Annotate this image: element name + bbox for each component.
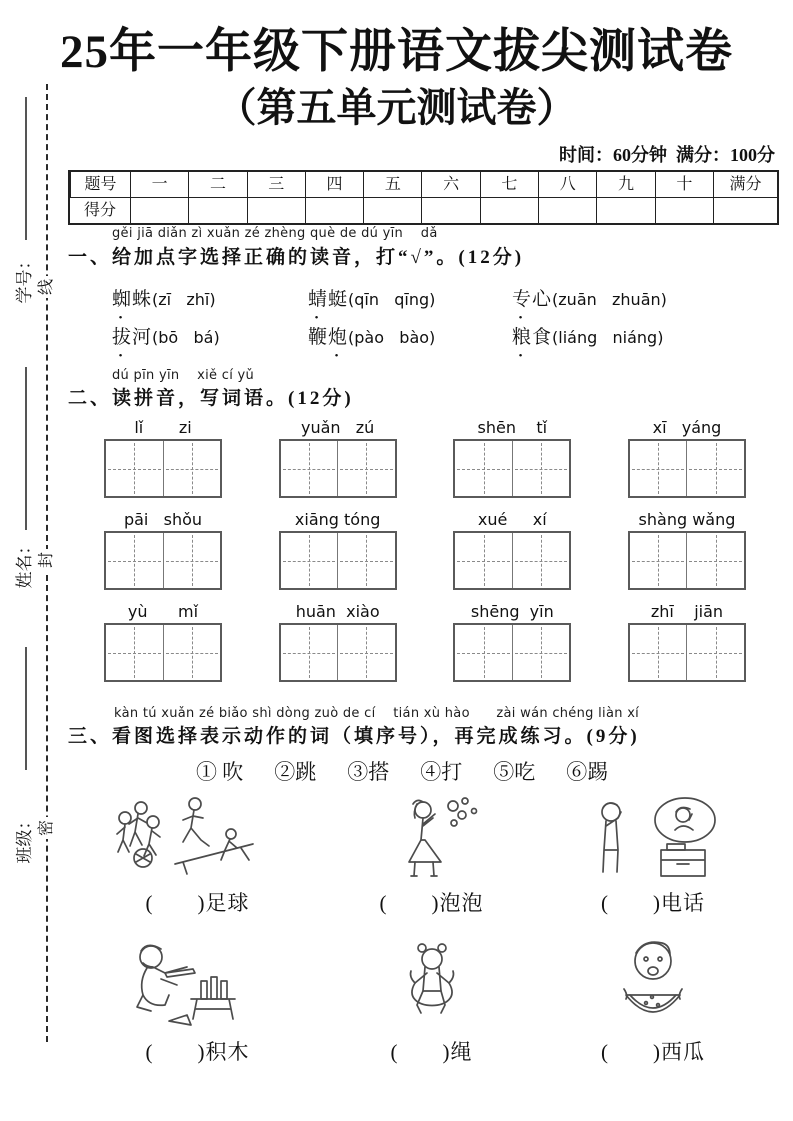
dotted-char: 专 [512, 289, 533, 310]
class-label: 班级： [15, 812, 34, 864]
tianzige-box [104, 623, 222, 682]
pinyin-label: yù mǐ [127, 602, 199, 621]
writing-cell[interactable] [106, 441, 163, 496]
score-table [68, 170, 779, 225]
score-row-label: 得分 [83, 202, 116, 219]
pinyin-label: xī yáng [652, 418, 722, 437]
word-text: 鞭 [308, 327, 329, 348]
word-item [512, 284, 752, 312]
answer-caption[interactable]: ( )足球 [145, 891, 250, 915]
pinyin-label: xué xí [477, 510, 547, 529]
answer-caption[interactable]: ( )电话 [601, 891, 705, 915]
action-word-option: ②跳 [274, 760, 317, 784]
tianzige-box [453, 623, 571, 682]
word-text: 蛛 [132, 289, 153, 310]
seal-char-mi: 密 [36, 817, 58, 839]
pinyin-options[interactable]: (zī zhī) [152, 290, 216, 309]
pinyin-write-box [279, 418, 397, 498]
score-table-header-cell: 九 [596, 172, 654, 197]
writing-cell[interactable] [512, 625, 570, 680]
score-cell[interactable] [538, 198, 596, 223]
tianzige-box [279, 531, 397, 590]
tianzige-box [279, 439, 397, 498]
answer-caption[interactable]: ( )西瓜 [601, 1040, 705, 1064]
score-cell[interactable] [655, 198, 713, 223]
score-table-header-cell: 七 [480, 172, 538, 197]
writing-cell[interactable] [686, 533, 744, 588]
action-word-option: ⑥踢 [566, 760, 609, 784]
answer-caption[interactable]: ( )积木 [145, 1040, 250, 1064]
word-item [112, 284, 308, 312]
pinyin-write-box [279, 510, 397, 590]
tianzige-box [453, 439, 571, 498]
score-cell[interactable] [188, 198, 246, 223]
word-hanzi [308, 327, 348, 348]
writing-cell[interactable] [686, 441, 744, 496]
pinyin-write-box [279, 602, 397, 682]
action-word-option: ④打 [420, 760, 463, 784]
word-item [512, 322, 752, 350]
section1-title: 一、给加点字选择正确的读音，打“√”。(12分) [68, 247, 525, 268]
boy-eating-watermelon-image [578, 933, 728, 1033]
exercise-item [85, 792, 310, 917]
word-text: 蜓 [328, 289, 349, 310]
writing-cell[interactable] [281, 625, 338, 680]
word-item [308, 322, 512, 350]
seal-char-xian: 线 [36, 276, 58, 298]
score-table-header-cell: 二 [188, 172, 246, 197]
writing-cell[interactable] [106, 533, 163, 588]
picture-exercise-grid [85, 792, 753, 1066]
boy-building-blocks-image [103, 933, 293, 1033]
score-table-header-cell: 一 [130, 172, 188, 197]
score-table-header-cell: 五 [363, 172, 421, 197]
writing-cell[interactable] [281, 533, 338, 588]
writing-cell[interactable] [686, 625, 744, 680]
pinyin-label: xiāng tóng [294, 510, 381, 529]
word-item [112, 322, 308, 350]
pinyin-label: zhī jiān [650, 602, 724, 621]
action-word-option: ① 吹 [196, 760, 244, 784]
class-blank-line [25, 647, 27, 770]
dotted-char: 蜘 [112, 289, 133, 310]
writing-box-grid [104, 418, 746, 682]
section3-pinyin: kàn tú xuǎn zé biǎo shì dòng zuò de cí tián xù hào zài wán chéng liàn xí [114, 706, 640, 721]
dotted-char: 拔 [112, 327, 133, 348]
word-hanzi [112, 327, 152, 348]
pinyin-write-box [104, 418, 222, 498]
pinyin-options[interactable]: (liáng niáng) [552, 328, 664, 347]
word-item [308, 284, 512, 312]
pinyin-options[interactable]: (zuān zhuān) [552, 290, 667, 309]
tianzige-box [104, 531, 222, 590]
exercise-item [310, 933, 553, 1066]
score-table-header-cell: 八 [538, 172, 596, 197]
dotted-char: 炮 [328, 327, 349, 348]
word-hanzi [308, 289, 348, 310]
answer-caption[interactable]: ( )泡泡 [379, 891, 484, 915]
paper-title: 25年一年级下册语文拔尖测试卷 [60, 26, 733, 78]
name-blank-line [25, 367, 27, 530]
writing-cell[interactable] [106, 625, 163, 680]
writing-cell[interactable] [163, 533, 221, 588]
writing-cell[interactable] [337, 441, 395, 496]
writing-cell[interactable] [455, 625, 512, 680]
girl-blowing-bubbles-image [357, 792, 507, 884]
pinyin-write-box [104, 602, 222, 682]
score-cell[interactable] [480, 198, 538, 223]
action-word-option: ⑤吃 [493, 760, 536, 784]
writing-cell[interactable] [337, 625, 395, 680]
pinyin-write-box [628, 602, 746, 682]
score-table-header-cell: 满分 [713, 172, 777, 197]
pinyin-write-box [453, 602, 571, 682]
writing-cell[interactable] [512, 441, 570, 496]
word-hanzi [112, 289, 152, 310]
score-table-header-cell: 十 [655, 172, 713, 197]
pinyin-options[interactable]: (qīn qīng) [348, 290, 436, 309]
score-cell[interactable] [363, 198, 421, 223]
section2-title: 二、读拼音，写词语。(12分) [68, 388, 354, 409]
section1-word-list [112, 284, 752, 350]
writing-cell[interactable] [163, 441, 221, 496]
writing-cell[interactable] [630, 625, 687, 680]
time-score-info: 时间：60分钟 满分：100分 [559, 145, 775, 165]
section1-pinyin: gěi jiā diǎn zì xuǎn zé zhèng què de dú yīn dǎ [112, 226, 438, 241]
pinyin-label: huān xiào [295, 602, 380, 621]
pinyin-label: shēng yīn [470, 602, 554, 621]
writing-cell[interactable] [455, 441, 512, 496]
pinyin-label: lǐ zi [134, 418, 192, 437]
action-word-options [196, 756, 608, 786]
writing-cell[interactable] [512, 533, 570, 588]
word-text: 河 [132, 327, 153, 348]
score-table-header-cell: 题号 [70, 172, 130, 197]
score-table-header-cell: 四 [305, 172, 363, 197]
pinyin-write-box [628, 418, 746, 498]
seal-char-feng: 封 [36, 549, 58, 571]
pinyin-label: shàng wǎng [638, 510, 736, 529]
answer-caption[interactable]: ( )绳 [390, 1040, 473, 1064]
section2-pinyin: dú pīn yīn xiě cí yǔ [112, 368, 255, 383]
student-id-label: 学号： [15, 252, 34, 304]
writing-cell[interactable] [630, 441, 687, 496]
paper-subtitle: （第五单元测试卷） [216, 85, 577, 130]
word-text: 食 [532, 327, 553, 348]
dotted-char: 粮 [512, 327, 533, 348]
pinyin-label: pāi shǒu [123, 510, 203, 529]
pinyin-write-box [628, 510, 746, 590]
word-hanzi [512, 289, 552, 310]
word-hanzi [512, 327, 552, 348]
writing-cell[interactable] [630, 533, 687, 588]
kids-playing-soccer-image [103, 792, 293, 884]
tianzige-box [104, 439, 222, 498]
pinyin-write-box [453, 418, 571, 498]
score-cell[interactable] [247, 198, 305, 223]
pinyin-write-box [453, 510, 571, 590]
boy-making-phone-call-image [573, 792, 733, 884]
pinyin-options[interactable]: (bō bá) [152, 328, 220, 347]
pinyin-options[interactable]: (pào bào) [348, 328, 436, 347]
score-table-score-row [70, 197, 777, 223]
exercise-item [553, 933, 753, 1066]
writing-cell[interactable] [163, 625, 221, 680]
tianzige-box [628, 531, 746, 590]
exercise-item [85, 933, 310, 1066]
writing-cell[interactable] [281, 441, 338, 496]
score-cell[interactable] [713, 198, 777, 223]
exercise-item [310, 792, 553, 917]
tianzige-box [453, 531, 571, 590]
pinyin-label: shēn tǐ [477, 418, 548, 437]
tianzige-box [279, 623, 397, 682]
tianzige-box [628, 439, 746, 498]
score-table-header-cell: 三 [247, 172, 305, 197]
score-table-header-cell: 六 [421, 172, 479, 197]
dotted-char: 蜻 [308, 289, 329, 310]
score-cell[interactable] [596, 198, 654, 223]
writing-cell[interactable] [337, 533, 395, 588]
score-cell[interactable] [130, 198, 188, 223]
word-text: 心 [532, 289, 553, 310]
exercise-item [553, 792, 753, 917]
name-label: 姓名： [15, 537, 34, 589]
pinyin-write-box [104, 510, 222, 590]
girl-jumping-rope-image [357, 933, 507, 1033]
score-table-header-row [70, 172, 777, 197]
section3-title: 三、看图选择表示动作的词（填序号），再完成练习。(9分) [68, 726, 640, 747]
score-cell[interactable] [421, 198, 479, 223]
writing-cell[interactable] [455, 533, 512, 588]
tianzige-box [628, 623, 746, 682]
score-cell[interactable] [305, 198, 363, 223]
pinyin-label: yuǎn zú [300, 418, 375, 437]
action-word-option: ③搭 [347, 760, 390, 784]
